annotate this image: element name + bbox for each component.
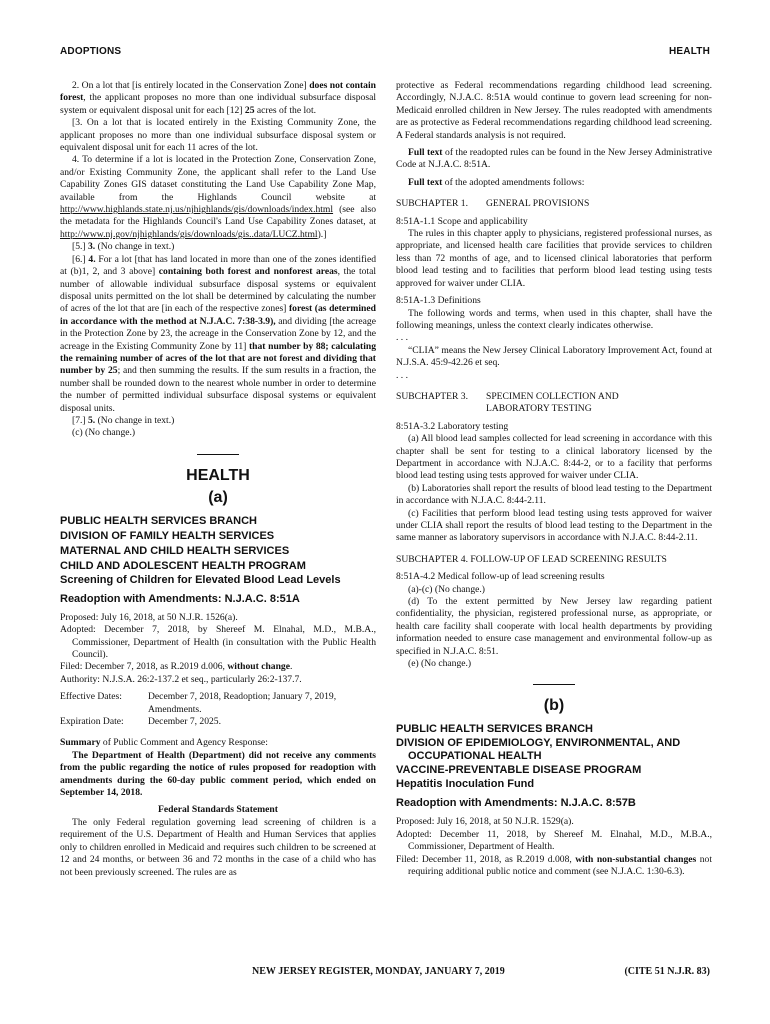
item-letter: (b) — [543, 697, 565, 715]
section-4-2-d: (d) To the extent permitted by New Jersey law regarding patient confidentiality, the physician, registered professional nurse, as appropriate, or health care facility shall cooperate with local health departments by providing information needed to ensure case management and environmental follow-up as specified in N.J.A.C. 8:51. — [396, 596, 712, 657]
right-column — [396, 80, 712, 879]
section-4-2-a-c: (a)-(c) (No change.) — [408, 583, 485, 595]
running-header-agency: HEALTH — [668, 46, 710, 57]
section-3-2-b: (b) Laboratories shall report the results of blood lead testing to the Department in accordance with N.J.A.C. 8:44-2.11. — [396, 482, 712, 507]
item-letter: (a) — [208, 488, 228, 506]
full-text-readopted: Full text of the readopted rules can be found in the New Jersey Administrative Code at N.J.A.C. 8:51A. — [396, 147, 712, 171]
branch-line: VACCINE-PREVENTABLE DISEASE PROGRAM — [396, 764, 642, 777]
branch-line: DIVISION OF EPIDEMIOLOGY, ENVIRONMENTAL, AND OCCUPATIONAL HEALTH — [396, 737, 681, 763]
authority-line: Authority: N.J.S.A. 26:2-137.2 et seq., particularly 26:2-137.7. — [60, 673, 302, 685]
paragraph-6: [6.] 4. For a lot [that has land located in more than one of the zones identified at (b)1, 2, and 3 above] containing both forest and nonforest areas, the total number of allowable individual subsurface disposal systems or equivalent disposal units permitted on the lot shall be determined by calculating the number of acres of the lot that are [in each of the respective zones] forest (as determined in accordance with the method at N.J.A.C. 7:38-3.9), and dividing [the acreage in the Protection Zone by 23, the acreage in the Conservation Zone by 12, and the acreage in the Existing Community Zone by 11] that number by 88; calculating the remaining number of acres of the lot that are not forest and dividing that number by 25; and then summing the results. If the sum results in a fraction, the number shall be rounded down to the nearest whole number in order to determine the number of permitted individual subsurface disposal systems or equivalent disposal units. — [60, 253, 377, 414]
footer-publication: NEW JERSEY REGISTER, MONDAY, JANUARY 7, 2019 — [252, 966, 505, 977]
readoption-title: Readoption with Amendments: N.J.A.C. 8:57B — [396, 797, 636, 810]
section-divider — [533, 684, 575, 685]
summary-body: The Department of Health (Department) did not receive any comments from the public regarding the notice of rules proposed for readoption with amendments during the 60-day public comment period, which ended on September 14, 2018. — [60, 749, 376, 799]
effective-dates: Effective Dates: December 7, 2018, Readoption; January 7, 2019, Amendments. — [60, 691, 337, 715]
branch-line: DIVISION OF FAMILY HEALTH SERVICES — [60, 529, 275, 542]
section-3-2-c: (c) Facilities that perform blood lead testing using tests approved for waiver under CLIA shall report the results of blood lead testing to the Department in the same manner as laboratory supervisors in accordance with N.J.A.C. 8:44-2.11. — [396, 507, 712, 544]
section-1-3-body: The following words and terms, when used in this chapter, shall have the following meanings, unless the context clearly indicates otherwise. — [396, 307, 712, 331]
subchapter-1-heading: SUBCHAPTER 1. GENERAL PROVISIONS — [396, 198, 590, 210]
section-3-2-a: (a) All blood lead samples collected for lead screening in accordance with this chapter shall be sent for testing to a clinical laboratory licensed by the Department in accordance with N.J.A.C. 8:44-2, or to a facility that performs blood lead testing using tests approved for waiver under CLIA. — [396, 433, 712, 482]
section-3-2-title: 8:51A-3.2 Laboratory testing — [396, 420, 509, 432]
full-text-amendments: Full text of the adopted amendments follows: — [408, 176, 585, 188]
branch-block — [396, 722, 712, 778]
expiration-date: Expiration Date: December 7, 2025. — [60, 716, 221, 728]
adopted-line: Adopted: December 7, 2018, by Shereef M. Elnahal, M.D., M.B.A., Commissioner, Department of Health (in consultation with the Public Health Council). — [60, 624, 376, 660]
paragraph-7: [7.] 5. (No change in text.) — [72, 414, 175, 426]
filed-line: Filed: December 11, 2018, as R.2019 d.008, with non-substantial changes not requiring additional public notice and comment (see N.J.A.C. 1:30-6.3). — [396, 853, 712, 878]
filed-line: Filed: December 7, 2018, as R.2019 d.006, without change. — [60, 661, 293, 673]
subchapter-3-heading: SUBCHAPTER 3. SPECIMEN COLLECTION AND LABORATORY TESTING — [396, 390, 619, 415]
section-1-3-title: 8:51A-1.3 Definitions — [396, 295, 481, 307]
paragraph-5: [5.] 3. (No change in text.) — [72, 241, 175, 253]
luc-metadata-link[interactable]: http://www.nj.gov/njhighlands/gis/downloads/gis..data/LUCZ.html — [60, 228, 318, 240]
proposed-line: Proposed: July 16, 2018, at 50 N.J.R. 1529(a). — [396, 816, 574, 828]
adopted-line: Adopted: December 11, 2018, by Shereef M. Elnahal, M.D., M.B.A., Commissioner, Department of Health. — [396, 828, 712, 853]
paragraph-4: 4. To determine if a lot is located in the Protection Zone, Conservation Zone, and/or Existing Community Zone, the applicant shall refer to the Land Use Capability Zones GIS dataset constituting the Land Use Capability Zone Map, available from the Highlands Council website at http://www.highlands.state.nj.us/njhighlands/gis/downloads/index.html (see also the metadata for the Highlands Council's Land Use Capability Zones dataset, at http://www.nj.gov/njhighlands/gis/downloads/gis..data/LUCZ.html).] — [60, 154, 376, 240]
branch-line: PUBLIC HEALTH SERVICES BRANCH — [60, 514, 257, 527]
branch-block — [60, 514, 376, 574]
branch-line: PUBLIC HEALTH SERVICES BRANCH — [396, 723, 593, 736]
paragraph-c: (c) (No change.) — [72, 427, 136, 439]
section-1-1-title: 8:51A-1.1 Scope and applicability — [396, 215, 528, 227]
paragraph-2: 2. On a lot that [is entirely located in the Conservation Zone] does not contain forest, the applicant proposes no more than one individual subsurface disposal system or equivalent disposal unit for each [12] 25 acres of the lot. — [60, 80, 376, 116]
section-4-2-e: (e) (No change.) — [408, 658, 472, 670]
left-column — [60, 80, 376, 879]
branch-line: CHILD AND ADOLESCENT HEALTH PROGRAM — [60, 559, 306, 572]
agency-heading: HEALTH — [186, 466, 250, 484]
ellipsis: . . . — [396, 332, 408, 344]
rule-subject: Screening of Children for Elevated Blood Lead Levels — [60, 573, 341, 586]
rule-subject: Hepatitis Inoculation Fund — [396, 778, 535, 791]
subchapter-4-heading: SUBCHAPTER 4. FOLLOW-UP OF LEAD SCREENING RESULTS — [396, 553, 667, 565]
ellipsis: . . . — [396, 369, 408, 381]
federal-standards-heading: Federal Standards Statement — [158, 804, 278, 816]
section-1-1-body: The rules in this chapter apply to physicians, registered professional nurses, as appropriate, and licensed health care facilities that provide services to children less than 72 months of age, and to licensed clinical laboratories that perform blood lead testing and to facilities that perform blood lead testing using tests approved for waiver under CLIA. — [396, 228, 712, 289]
federal-standards-body: The only Federal regulation governing lead screening of children is a requirement of the U.S. Department of Health and Human Services that applies only to children enrolled in Medicaid and requires such children to be screened at 12 and 24 months, or between 36 and 72 months in the case of a child who has not been previously screened. The rules are as — [60, 816, 376, 878]
footer-citation: (CITE 51 N.J.R. 83) — [624, 966, 710, 977]
proposed-line: Proposed: July 16, 2018, at 50 N.J.R. 1526(a). — [60, 611, 238, 623]
section-divider — [197, 454, 239, 455]
paragraph-3: [3. On a lot that is located entirely in the Existing Community Zone, the applicant proposes no more than one individual subsurface disposal system or equivalent disposal unit for each 11 acres of the lot. — [60, 117, 376, 154]
branch-line: MATERNAL AND CHILD HEALTH SERVICES — [60, 544, 290, 557]
section-4-2-title: 8:51A-4.2 Medical follow-up of lead screening results — [396, 571, 605, 583]
highlands-downloads-link[interactable]: http://www.highlands.state.nj.us/njhighlands/gis/downloads/index.html — [60, 204, 334, 216]
federal-standards-continued: protective as Federal recommendations regarding childhood lead screening. Accordingly, N.J.A.C. 8:51A would continue to govern lead screening for non-Medicaid enrolled children in New Jersey. The rules readopted with amendments are as protective as Federal recommendations regarding childhood lead screening. A Federal standards analysis is not required. — [396, 80, 712, 141]
readoption-title: Readoption with Amendments: N.J.A.C. 8:51A — [60, 592, 300, 605]
summary-heading: Summary of Public Comment and Agency Response: — [60, 737, 268, 749]
running-header-section: ADOPTIONS — [60, 46, 122, 57]
clia-definition: “CLIA” means the New Jersey Clinical Laboratory Improvement Act, found at N.J.S.A. 45:9-42.26 et seq. — [396, 344, 712, 369]
